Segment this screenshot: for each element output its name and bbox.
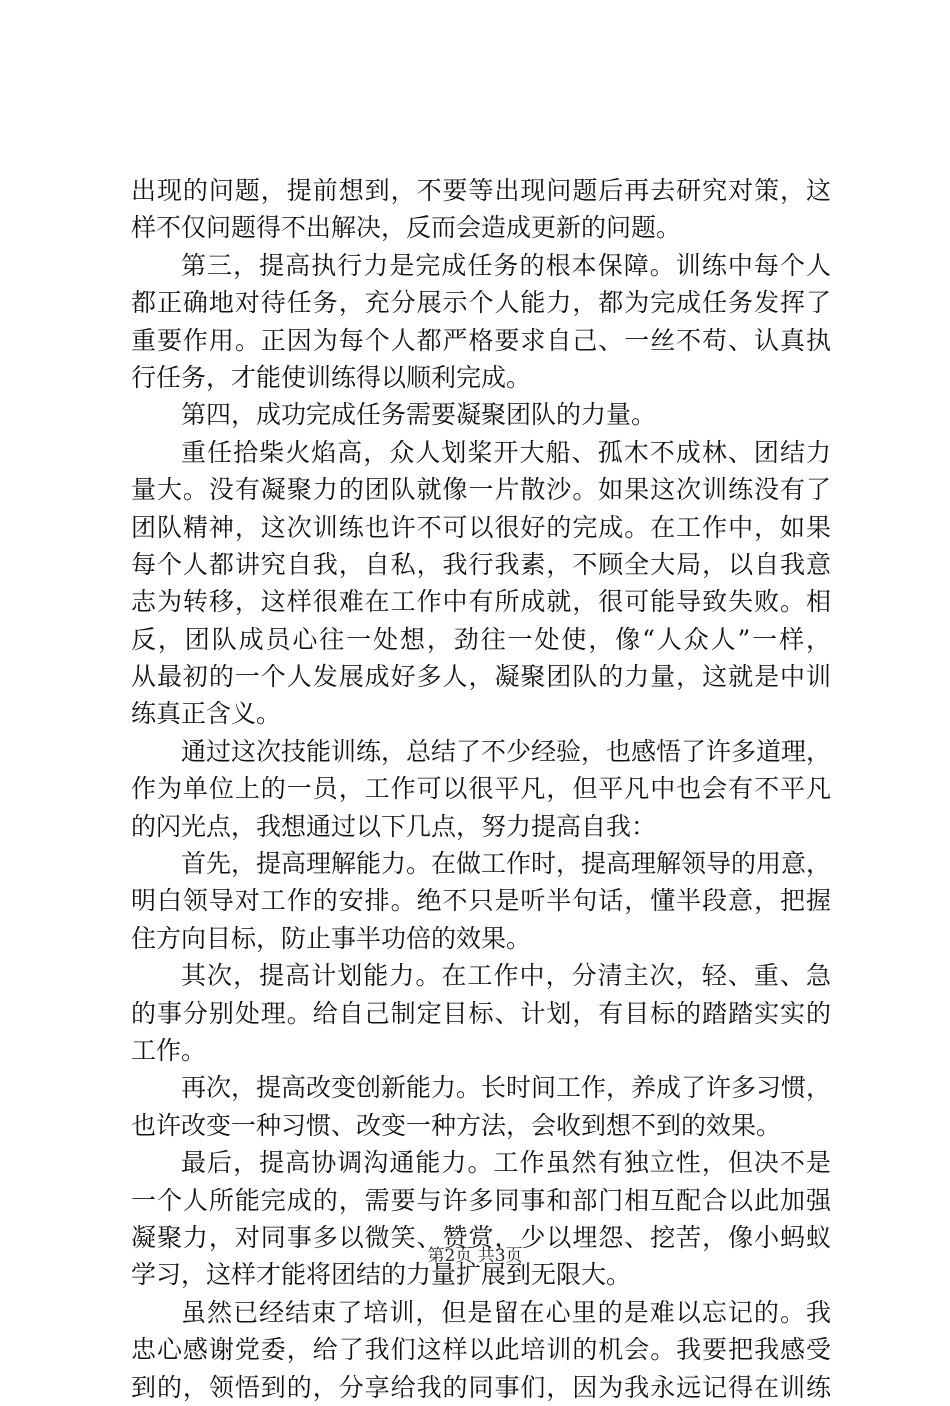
text-line: 作为单位上的一员，工作可以很平凡，但平凡中也会有不平凡 — [131, 774, 831, 804]
text-line: 一个人所能完成的，需要与许多同事和部门相互配合以此加强 — [131, 1185, 831, 1215]
text-line: 出现的问题，提前想到，不要等出现问题后再去研究对策，这 — [131, 176, 831, 205]
text-line: 再次，提高改变创新能力。长时间工作，养成了许多习惯， — [181, 1073, 832, 1103]
text-line: 虽然已经结束了培训，但是留在心里的是难以忘记的。我 — [181, 1297, 831, 1327]
text-line: 工作。 — [131, 1035, 207, 1065]
text-line: 重要作用。正因为每个人都严格要求自己、一丝不苟、认真执 — [131, 325, 831, 355]
text-line: 重任拾柴火焰高，众人划桨开大船、孤木不成林、团结力 — [181, 437, 831, 467]
text-line: 量大。没有凝聚力的团队就像一片散沙。如果这次训练没有了 — [131, 475, 831, 505]
text-line: 首先，提高理解能力。在做工作时，提高理解领导的用意， — [181, 849, 832, 879]
text-line: 的事分别处理。给自己制定目标、计划，有目标的踏踏实实的 — [131, 998, 831, 1028]
text-line: 忠心感谢党委，给了我们这样以此培训的机会。我要把我感受 — [131, 1335, 831, 1365]
text-line: 行任务，才能使训练得以顺利完成。 — [131, 362, 532, 392]
text-line: 团队精神，这次训练也许不可以很好的完成。在工作中，如果 — [131, 512, 831, 542]
document-body — [131, 172, 831, 1406]
text-line: 通过这次技能训练，总结了不少经验，也感悟了许多道理， — [181, 736, 832, 766]
text-line: 到的，领悟到的，分享给我的同事们，因为我永远记得在训练 — [131, 1372, 831, 1402]
text-line: 学习，这样才能将团结的力量扩展到无限大。 — [131, 1260, 632, 1290]
text-line: 从最初的一个人发展成好多人，凝聚团队的力量，这就是中训 — [131, 662, 831, 692]
text-line: 样不仅问题得不出解决，反而会造成更新的问题。 — [131, 213, 682, 243]
text-line: 的闪光点，我想通过以下几点，努力提高自我： — [131, 811, 657, 841]
text-line: 住方向目标，防止事半功倍的效果。 — [131, 923, 532, 953]
text-line: 也许改变一种习惯、改变一种方法，会收到想不到的效果。 — [131, 1110, 782, 1140]
text-line: 第三，提高执行力是完成任务的根本保障。训练中每个人 — [181, 250, 831, 280]
text-line: 第四，成功完成任务需要凝聚团队的力量。 — [181, 400, 657, 430]
text-line: 都正确地对待任务，充分展示个人能力，都为完成任务发挥了 — [131, 288, 831, 318]
text-line: 明白领导对工作的安排。绝不只是听半句话，懂半段意，把握 — [131, 886, 831, 916]
text-line: 练真正含义。 — [131, 699, 282, 729]
text-line: 凝聚力，对同事多以微笑、赞赏，少以埋怨、挖苦，像小蚂蚁 — [131, 1222, 831, 1252]
page-footer: 第2页 共3页 — [427, 1246, 523, 1266]
text-line: 其次，提高计划能力。在工作中，分清主次，轻、重、急 — [181, 961, 831, 991]
text-line: 每个人都讲究自我，自私，我行我素，不顾全大局，以自我意 — [131, 549, 831, 579]
text-line: 最后，提高协调沟通能力。工作虽然有独立性，但决不是 — [181, 1148, 831, 1178]
text-line: 反，团队成员心往一处想，劲往一处使，像“人众人”一样， — [131, 624, 831, 654]
text-line: 志为转移，这样很难在工作中有所成就，很可能导致失败。相 — [131, 587, 831, 617]
